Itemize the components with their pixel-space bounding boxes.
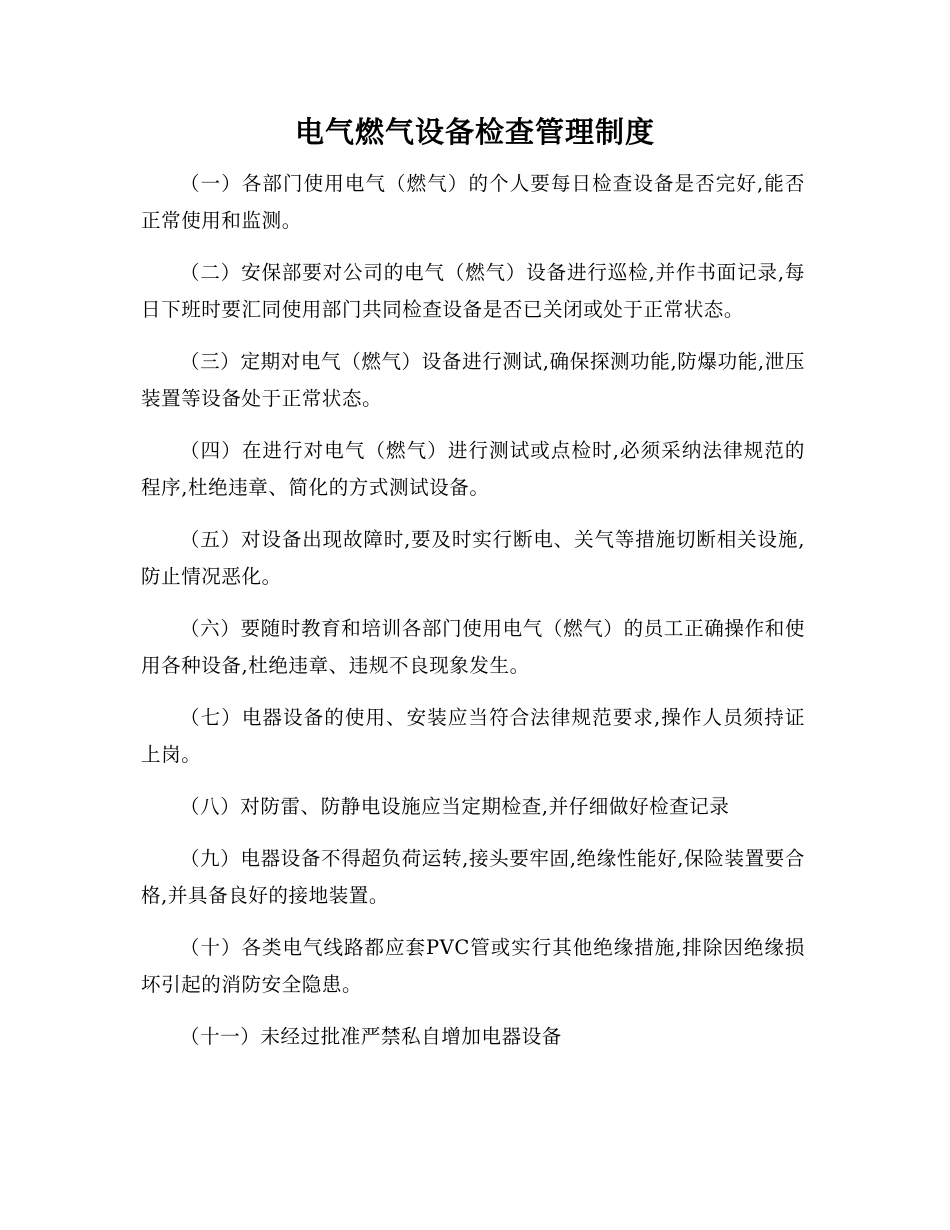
paragraph-6: （六）要随时教育和培训各部门使用电气（燃气）的员工正确操作和使用各种设备,杜绝违章、违规不良现象发生。 [141, 617, 805, 677]
paragraph-1: （一）各部门使用电气（燃气）的个人要每日检查设备是否完好,能否正常使用和监测。 [141, 172, 805, 232]
paragraph-3: （三）定期对电气（燃气）设备进行测试,确保探测功能,防爆功能,泄压装置等设备处于正常状态。 [141, 350, 805, 410]
paragraph-5: （五）对设备出现故障时,要及时实行断电、关气等措施切断相关设施,防止情况恶化。 [141, 528, 805, 588]
paragraph-4: （四）在进行对电气（燃气）进行测试或点检时,必须采纳法律规范的程序,杜绝违章、简化的方式测试设备。 [141, 439, 805, 499]
paragraph-8: （八）对防雷、防静电设施应当定期检查,并仔细做好检查记录 [180, 795, 730, 818]
document-body [141, 165, 805, 1070]
paragraph-9: （九）电器设备不得超负荷运转,接头要牢固,绝缘性能好,保险装置要合格,并具备良好的接地装置。 [141, 847, 805, 907]
paragraph-7: （七）电器设备的使用、安装应当符合法律规范要求,操作人员须持证上岗。 [141, 706, 805, 766]
paragraph-2: （二）安保部要对公司的电气（燃气）设备进行巡检,并作书面记录,每日下班时要汇同使用部门共同检查设备是否已关闭或处于正常状态。 [141, 261, 805, 321]
document-title: 电气燃气设备检查管理制度 [294, 115, 655, 149]
paragraph-10: （十）各类电气线路都应套PVC管或实行其他绝缘措施,排除因绝缘损坏引起的消防安全隐患。 [141, 936, 805, 996]
paragraph-11: （十一）未经过批准严禁私自增加电器设备 [180, 1025, 562, 1048]
